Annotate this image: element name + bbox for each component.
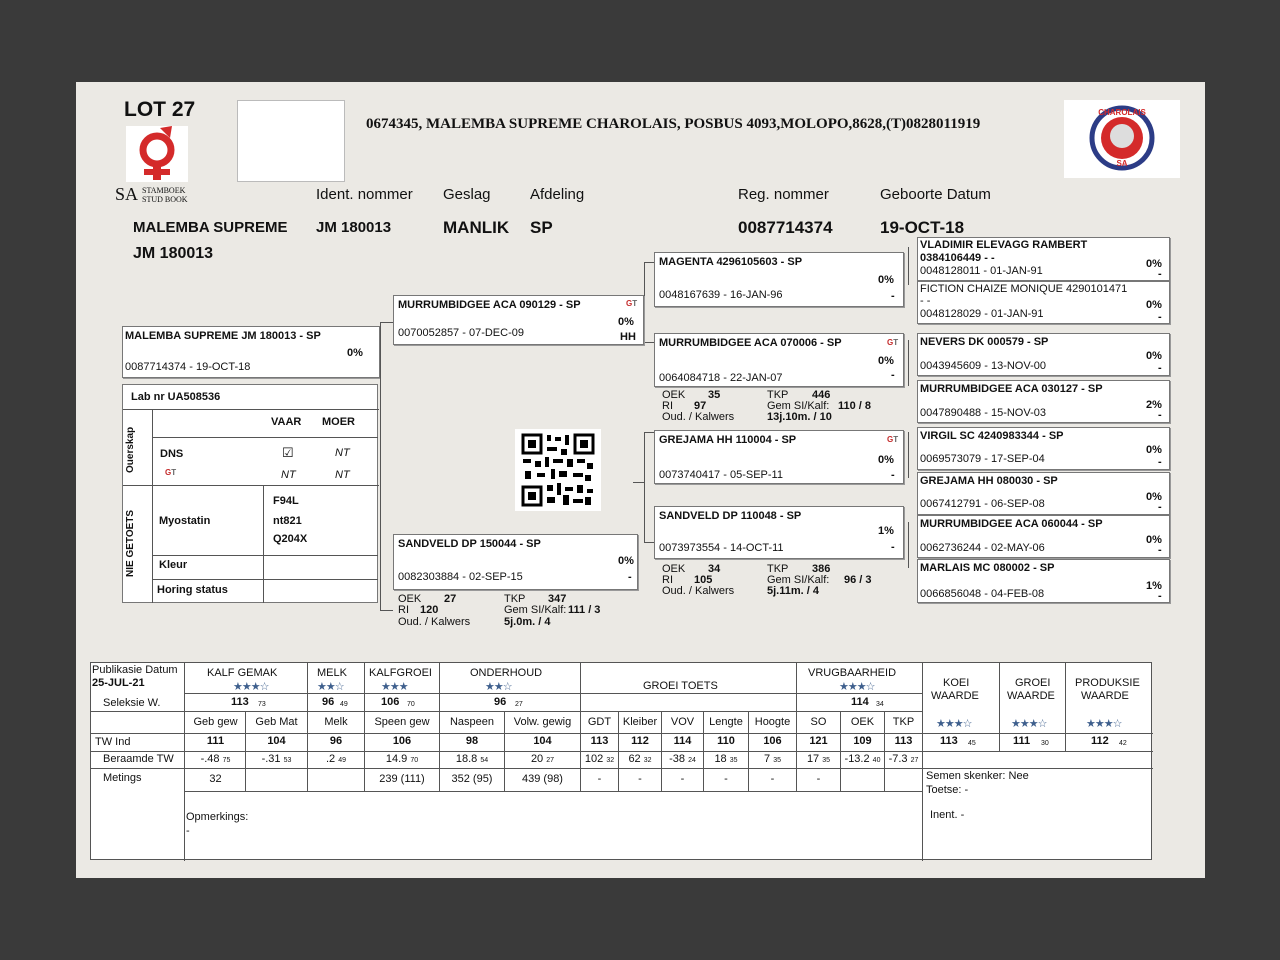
ebv-table: Publikasie Datum 25-JUL-21 Seleksie W. TW Ind Beraamde TW Metings KALF GEMAK ★★★☆ MELK ★★☆ KALFGROEI ★★★ ONDERHOUD ★★☆ GROEI TOETS VRUGBAARHEID ★★★☆ KOEI WAARDE GROEI WAARDE PRODUKSIE WAARDE ★★★☆ ★★★☆ ★★★☆ 113 73 96 49 106 70 96 27 114 34 Geb gew 111 -.48 75 32 Geb Mat 104 -.31 53 Melk 96 .2 49 Speen gew 106 14.9 70 239 (111) Naspeen 98 18.8 54 352 (95) Volw. gewig 104 20 27 439 (98) GDT 113 102 32 - Kleiber 112 62 32 - VOV 114 -38 24 - Lengte 110 18 35 - Hoogte 106 7 35 - SO 121 17 35 - OEK 109 -13.2 40 TKP 113 -7.3 27 113 45 111 30 112 42 Semen skenker: Nee Toetse: - Inent. - Opmerkings: -: [90, 662, 1152, 860]
myostatin-2: nt821: [273, 515, 302, 527]
tw-value: 106: [763, 735, 782, 747]
birth-date: 19-OCT-18: [880, 218, 965, 237]
column-header: Melk: [324, 716, 348, 728]
opmerkings-label: Opmerkings:: [186, 811, 249, 823]
nt-vaar: NT: [281, 469, 296, 481]
beraamde-value: [308, 753, 364, 765]
moer-header: MOER: [322, 416, 355, 428]
column-header: Volw. gewig: [513, 716, 572, 728]
reg-number: 0087714374: [738, 218, 833, 237]
produksie-stars: ★★★☆: [1086, 718, 1122, 730]
animal-name: MALEMBA SUPREME: [133, 219, 288, 236]
tw-value: 104: [533, 735, 552, 747]
beraamde-value: [505, 753, 580, 765]
gp-gt-icon: GT: [887, 338, 899, 347]
stamboek-text: STAMBOEK: [142, 186, 186, 195]
metings-value: 32: [209, 773, 222, 785]
tw-value: 111: [206, 735, 225, 747]
charolais-sa-logo: [1064, 100, 1180, 178]
dns-vaar-check-icon: ☑: [282, 445, 294, 460]
beraamde-label: Beraamde TW: [103, 753, 174, 765]
groei-stars: ★★★☆: [1011, 718, 1047, 730]
beraamde-accuracy: 75: [222, 757, 231, 764]
kalf-gemak-header: KALF GEMAK: [207, 667, 278, 679]
column-header: Hoogte: [754, 716, 791, 728]
great-grandparent-box: VIRGIL SC 4240983344 - SP 0% 0069573079 - 17-SEP-04 -: [917, 427, 1170, 470]
animal-title: MALEMBA SUPREME JM 180013 - SP: [125, 330, 321, 342]
kleur-label: Kleur: [159, 559, 188, 571]
beraamde-accuracy: 54: [480, 757, 489, 764]
onderhoud-header: ONDERHOUD: [470, 667, 543, 679]
animal-reg: 0087714374 - 19-OCT-18: [125, 361, 251, 373]
grandparent-stats: OEK 35 RI 97 Oud. / Kalwers TKP 446 Gem SI/Kalf: 110 / 8 13j.10m. / 10: [662, 389, 872, 423]
beraamde-accuracy: 32: [643, 757, 652, 764]
charolais-logo-text: CHAROLAIS: [1098, 108, 1146, 117]
beraamde-accuracy: 49: [338, 757, 347, 764]
koei-stars: ★★★☆: [936, 718, 972, 730]
tw-value: 113: [894, 735, 913, 747]
metings-value: -: [770, 773, 775, 785]
koei-header: KOEI: [943, 677, 970, 689]
label-reg: Reg. nommer: [738, 186, 829, 203]
label-geslag: Geslag: [443, 186, 491, 203]
produksie-header: PRODUKSIE: [1075, 677, 1140, 689]
beraamde-number: -13.2: [844, 753, 870, 765]
opmerkings-text: -: [186, 825, 190, 837]
beraamde-number: -7.3: [888, 753, 908, 765]
metings-value: -: [724, 773, 728, 785]
great-grandparent-box: MARLAIS MC 080002 - SP 1% 0066856048 - 04-FEB-08 -: [917, 559, 1170, 603]
metings-value: -: [680, 773, 685, 785]
great-grandparent-box: GREJAMA HH 080030 - SP 0% 0067412791 - 06-SEP-08 -: [917, 472, 1170, 515]
beraamde-value: [186, 753, 245, 765]
dam-pct: 0%: [618, 555, 634, 567]
sire-pct: 0%: [618, 316, 634, 328]
lab-table: [122, 384, 378, 603]
great-grandparent-box: VLADIMIR ELEVAGG RAMBERT 0384106449 - - 0% 0048128011 - 01-JAN-91 -: [917, 237, 1170, 281]
beraamde-number: 17: [806, 753, 820, 765]
column-header: Kleiber: [622, 716, 658, 728]
beraamde-number: 18: [714, 753, 727, 765]
beraamde-number: 102: [584, 753, 604, 765]
vrugbaarheid-header: VRUGBAARHEID: [808, 667, 897, 679]
beraamde-accuracy: 35: [822, 757, 831, 764]
label-afdeling: Afdeling: [530, 186, 585, 203]
pedigree-certificate: [76, 82, 1205, 878]
dns-label: DNS: [160, 448, 184, 460]
great-grandparent-box: MURRUMBIDGEE ACA 030127 - SP 2% 0047890488 - 15-NOV-03 -: [917, 380, 1170, 423]
sire-title: MURRUMBIDGEE ACA 090129 - SP: [398, 299, 581, 311]
nt-moer: NT: [335, 469, 350, 481]
beraamde-value: [704, 753, 748, 765]
beraamde-number: -.31: [261, 753, 281, 765]
dam-stats: OEK 27 RI 120 Oud. / Kalwers TKP 347 Gem SI/Kalf: 111 / 3 5j.0m. / 4: [398, 593, 601, 628]
geslag-value: MANLIK: [443, 218, 510, 237]
label-ident: Ident. nommer: [316, 186, 413, 203]
pub-date: 25-JUL-21: [92, 677, 145, 689]
beraamde-number: -38: [669, 753, 686, 765]
tw-value: 106: [392, 735, 412, 747]
grandparent-box: SANDVELD DP 110048 - SP 1% 0073973554 - 14-OCT-11 -: [654, 506, 904, 559]
beraamde-value: [797, 753, 840, 765]
beraamde-accuracy: 35: [729, 757, 738, 764]
toetse-text: Toetse: -: [926, 784, 969, 796]
dns-moer: NT: [335, 447, 350, 459]
myostatin-3: Q204X: [273, 533, 308, 545]
tw-value: 114: [673, 735, 692, 747]
lot-number: LOT 27: [124, 98, 196, 121]
tw-value: 112: [631, 735, 649, 747]
beraamde-value: [885, 753, 922, 765]
sire-hh: HH: [620, 331, 636, 343]
metings-label: Metings: [103, 772, 142, 784]
pub-label: Publikasie Datum: [92, 664, 178, 676]
tw-value: 96: [329, 735, 343, 747]
column-header: SO: [810, 716, 827, 728]
beraamde-number: -.48: [200, 753, 220, 765]
label-geboorte: Geboorte Datum: [880, 186, 991, 203]
beraamde-accuracy: 27: [910, 757, 919, 764]
metings-value: -: [597, 773, 602, 785]
myostatin-1: F94L: [273, 495, 299, 507]
sire-box: [393, 295, 644, 345]
beraamde-number: .2: [325, 753, 336, 765]
onderhoud-stars: ★★☆: [485, 681, 512, 693]
column-header: VOV: [670, 716, 695, 728]
grandparent-box: MAGENTA 4296105603 - SP 0% 0048167639 - 16-JAN-96 -: [654, 252, 904, 307]
myostatin-label: Myostatin: [159, 515, 211, 527]
owner-line: 0674345, MALEMBA SUPREME CHAROLAIS, POSBUS 4093,MOLOPO,8628,(T)0828011919: [366, 116, 981, 132]
column-header: GDT: [587, 716, 612, 728]
column-header: Naspeen: [449, 716, 495, 728]
melk-header: MELK: [317, 667, 347, 679]
beraamde-value: [619, 753, 661, 765]
gt-logo-icon: GT: [165, 468, 177, 477]
ouerskap-label: Ouerskap: [125, 426, 136, 473]
animal-box: [122, 326, 380, 378]
column-header: Geb Mat: [255, 716, 298, 728]
semen-text: Semen skenker: Nee: [926, 770, 1029, 782]
beraamde-value: [841, 753, 884, 765]
lab-number: Lab nr UA508536: [131, 391, 221, 403]
great-grandparent-box: NEVERS DK 000579 - SP 0% 0043945609 - 13-NOV-00 -: [917, 333, 1170, 376]
tw-value: 104: [267, 735, 286, 747]
column-header: Lengte: [709, 716, 743, 728]
dam-title: SANDVELD DP 150044 - SP: [398, 538, 541, 550]
beraamde-value: [662, 753, 703, 765]
tw-value: 121: [809, 735, 828, 747]
metings-value: -: [816, 773, 821, 785]
seleksie-label: Seleksie W.: [103, 697, 161, 709]
dam-dash: -: [628, 571, 632, 583]
column-header: OEK: [850, 716, 875, 728]
groei-toets-header: GROEI TOETS: [643, 680, 718, 692]
great-grandparent-box: FICTION CHAIZE MONIQUE 4290101471 - - 0% 0048128029 - 01-JAN-91 -: [917, 281, 1170, 324]
metings-value: 352 (95): [451, 773, 493, 785]
nie-getoets-label: NIE GETOETS: [125, 509, 136, 577]
kalf-gemak-stars: ★★★☆: [233, 681, 269, 693]
stud-book-logo: [115, 124, 195, 204]
dam-box: [393, 534, 638, 590]
vrugbaarheid-stars: ★★★☆: [839, 681, 875, 693]
animal-name-id: JM 180013: [133, 245, 214, 262]
beraamde-accuracy: 24: [688, 757, 696, 764]
beraamde-value: [440, 753, 504, 765]
grandparent-box: GREJAMA HH 110004 - SP GT 0% 0073740417 - 05-SEP-11 -: [654, 430, 904, 484]
produksie-header-2: WAARDE: [1081, 690, 1129, 702]
sa-text: SA: [115, 184, 139, 204]
tw-value: 98: [465, 735, 479, 747]
beraamde-number: 20: [530, 753, 544, 765]
beraamde-value: [246, 753, 307, 765]
studbook-text: STUD BOOK: [142, 195, 188, 204]
beraamde-number: 62: [628, 753, 641, 765]
vaar-header: VAAR: [271, 416, 302, 428]
grandparent-stats: OEK 34 RI 105 Oud. / Kalwers TKP 386 Gem SI/Kalf: 96 / 3 5j.11m. / 4: [662, 563, 872, 597]
beraamde-accuracy: 53: [283, 757, 292, 764]
tw-value: 109: [853, 735, 872, 747]
charolais-logo-sa: SA: [1116, 159, 1128, 168]
great-grandparent-box: MURRUMBIDGEE ACA 060044 - SP 0% 0062736244 - 02-MAY-06 -: [917, 515, 1170, 558]
beraamde-value: [749, 753, 796, 765]
gp-gt-icon: GT: [887, 435, 899, 444]
column-header: Geb gew: [193, 716, 238, 728]
inent-text: Inent. -: [930, 809, 965, 821]
beraamde-accuracy: 32: [606, 757, 615, 764]
sire-reg: 0070052857 - 07-DEC-09: [398, 327, 524, 339]
metings-value: 439 (98): [522, 773, 563, 785]
beraamde-accuracy: 40: [872, 757, 881, 764]
beraamde-accuracy: 27: [546, 757, 555, 764]
beraamde-number: 18.8: [455, 753, 478, 765]
beraamde-value: [365, 753, 439, 765]
horing-label: Horing status: [157, 584, 228, 596]
qr-code: [515, 429, 601, 511]
groei-header: GROEI: [1015, 677, 1051, 689]
tw-ind-label: TW Ind: [95, 736, 131, 748]
melk-stars: ★★☆: [317, 681, 344, 693]
afdeling-value: SP: [530, 218, 553, 237]
beraamde-accuracy: 35: [773, 757, 781, 764]
column-header: TKP: [892, 716, 915, 728]
grandparent-box: MURRUMBIDGEE ACA 070006 - SP GT 0% 0064084718 - 22-JAN-07 -: [654, 333, 904, 387]
dam-reg: 0082303884 - 02-SEP-15: [398, 571, 523, 583]
groei-header-2: WAARDE: [1007, 690, 1055, 702]
kalfgroei-stars: ★★★: [381, 681, 408, 693]
photo-placeholder: [237, 100, 345, 182]
animal-pct: 0%: [347, 347, 363, 359]
beraamde-accuracy: 70: [410, 757, 419, 764]
ident-number: JM 180013: [316, 219, 392, 236]
beraamde-number: 7: [764, 753, 771, 765]
tw-value: 110: [717, 735, 735, 747]
koei-header-2: WAARDE: [931, 690, 979, 702]
metings-value: -: [638, 773, 642, 785]
column-header: Speen gew: [374, 716, 430, 728]
beraamde-value: [581, 753, 618, 765]
tw-value: 113: [590, 735, 609, 747]
kalfgroei-header: KALFGROEI: [369, 667, 432, 679]
beraamde-number: 14.9: [385, 753, 408, 765]
metings-value: 239 (111): [379, 773, 425, 785]
sire-gt-icon: GT: [626, 299, 638, 308]
